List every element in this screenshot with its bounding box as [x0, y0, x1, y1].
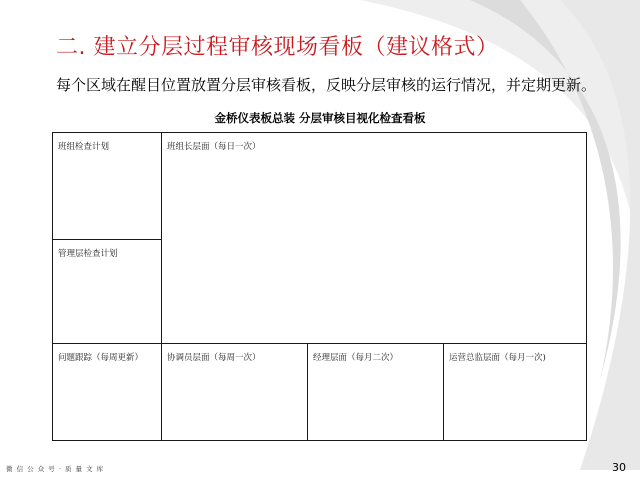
cell-coordinator-label: 协调员层面（每周一次）	[167, 353, 261, 363]
slide-description: 每个区域在醒目位置放置分层审核看板，反映分层审核的运行情况，并定期更新。	[56, 76, 597, 94]
cell-mgmt-plan-label: 管理层检查计划	[58, 249, 118, 259]
cell-issue-tracking-label: 问题跟踪（每周更新）	[58, 353, 144, 363]
cell-team-plan-label: 班组检查计划	[58, 142, 110, 152]
cell-manager-label: 经理层面（每月二次）	[313, 353, 399, 363]
board-title: 金桥仪表板总装 分层审核目视化检查看板	[214, 111, 426, 125]
cell-issue-tracking	[53, 343, 162, 440]
footer-source: 微 信 公 众 号 · 质 量 文 库	[6, 465, 105, 473]
cell-ops-director	[444, 343, 586, 440]
cell-ops-director-label: 运营总监层面（每月一次)	[449, 353, 546, 363]
cell-mgmt-plan	[53, 240, 162, 343]
cell-coordinator	[162, 343, 308, 440]
cell-team-leader	[162, 133, 586, 343]
page-number: 30	[612, 461, 626, 474]
board-grid	[52, 132, 587, 441]
cell-team-leader-label: 班组长层面（每日一次）	[167, 142, 261, 152]
slide-title: 二. 建立分层过程审核现场看板（建议格式）	[56, 35, 499, 60]
cell-team-plan	[53, 133, 162, 240]
cell-manager	[308, 343, 444, 440]
